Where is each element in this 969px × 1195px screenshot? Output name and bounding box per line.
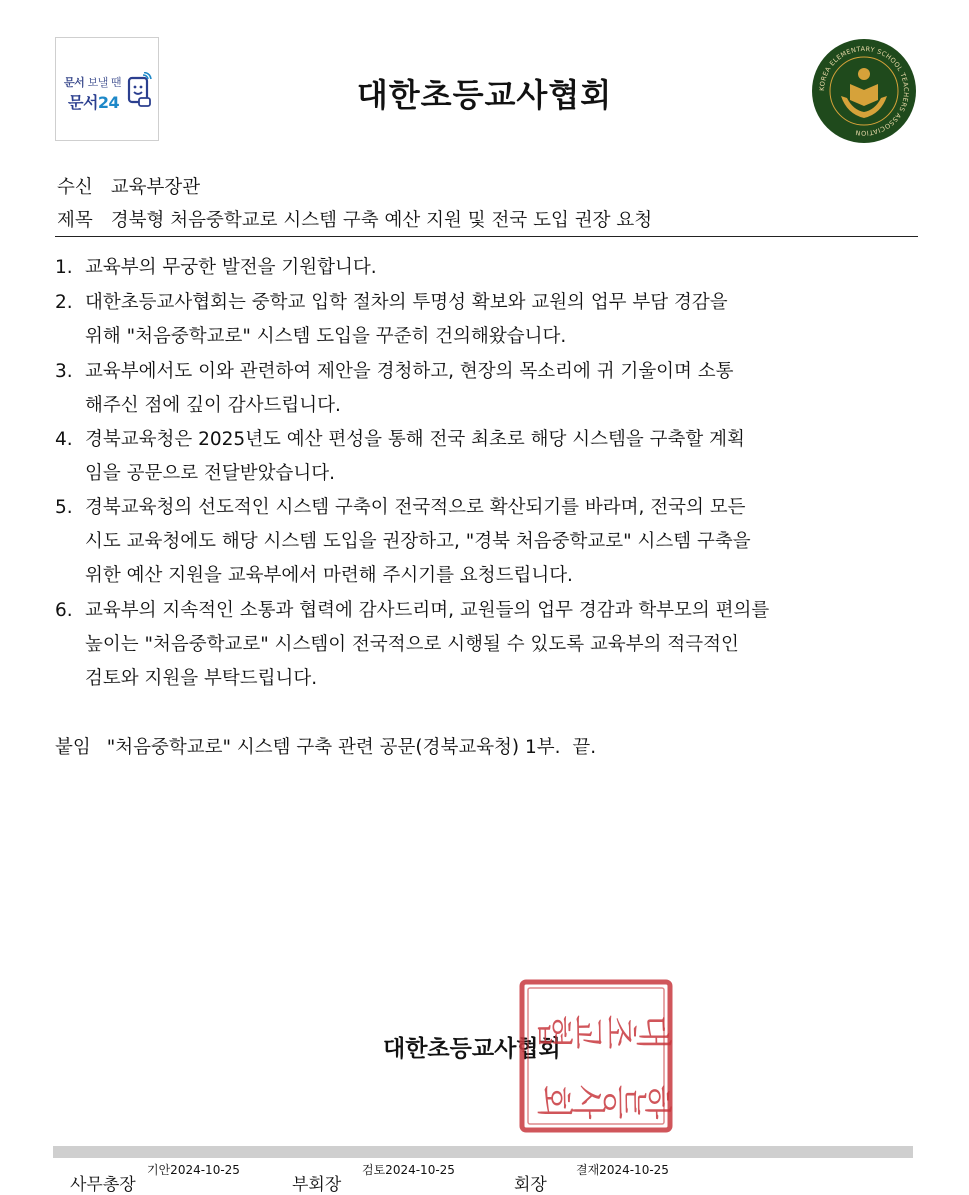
- official-seal-stamp: [518, 978, 674, 1134]
- recipient-value: 교육부장관: [110, 177, 201, 198]
- attachment-row: [55, 733, 596, 759]
- paragraph-text: 교육부의 무궁한 발전을 기원합니다.: [85, 257, 377, 278]
- paragraph-text: 임을 공문으로 전달받았습니다.: [85, 463, 335, 484]
- stamp-char: 사: [566, 1084, 607, 1120]
- approval-bar: [53, 1146, 913, 1158]
- attachment-label: 붙임: [55, 737, 91, 758]
- body-paragraph-4: [55, 423, 917, 491]
- stamp-char: 협: [533, 1014, 574, 1050]
- recipient-label: 수신: [57, 177, 93, 198]
- stamp-char: 회: [533, 1084, 574, 1120]
- subject-label: 제목: [57, 210, 93, 231]
- paragraph-text: 위해 "처음중학교로" 시스템 도입을 꾸준히 건의해왔습니다.: [85, 326, 567, 347]
- stamp-char: 초: [599, 1014, 640, 1050]
- paragraph-number: 3.: [55, 361, 73, 382]
- paragraph-text: 대한초등교사협회는 중학교 입학 절차의 투명성 확보와 교원의 업무 부담 경감을: [85, 292, 728, 313]
- paragraph-text: 해주신 점에 깊이 감사드립니다.: [85, 395, 341, 416]
- document-title: 대한초등교사협회: [356, 76, 613, 114]
- paragraph-text: 교육부의 지속적인 소통과 협력에 감사드리며, 교원들의 업무 경감과 학부모의 편의를: [85, 600, 770, 621]
- paragraph-number: 4.: [55, 429, 73, 450]
- paragraph-number: 5.: [55, 497, 73, 518]
- stamp-char: 교: [566, 1014, 607, 1050]
- attachment-text: "처음중학교로" 시스템 구축 관련 공문(경북교육청) 1부.: [106, 737, 561, 758]
- role-secretary-general: 사무총장: [70, 1175, 136, 1195]
- body-paragraph-1: [55, 251, 917, 285]
- stamp-char: 등: [599, 1084, 640, 1120]
- body-paragraph-3: [55, 355, 917, 423]
- paragraph-text: 검토와 지원을 부탁드립니다.: [85, 668, 318, 689]
- paragraph-number: 1.: [55, 257, 73, 278]
- draft-date: 기안2024-10-25: [147, 1163, 240, 1177]
- logo-small-text: 문서: [64, 76, 85, 89]
- paragraph-text: 경북교육청은 2025년도 예산 편성을 통해 전국 최초로 해당 시스템을 구축할 계획: [85, 429, 745, 450]
- paragraph-number: 6.: [55, 600, 73, 621]
- header-divider: [55, 236, 918, 237]
- logo-main-text: 문서: [68, 93, 98, 112]
- body-paragraph-6: [55, 594, 917, 696]
- recipient-row: [57, 173, 200, 199]
- logo-number-text: 24: [97, 93, 120, 112]
- subject-row: [57, 206, 652, 232]
- subject-value: 경북형 처음중학교로 시스템 구축 예산 지원 및 전국 도입 권장 요청: [110, 210, 653, 231]
- paragraph-text: 경북교육청의 선도적인 시스템 구축이 전국적으로 확산되기를 바라며, 전국의 모든: [85, 497, 746, 518]
- paragraph-text: 높이는 "처음중학교로" 시스템이 전국적으로 시행될 수 있도록 교육부의 적극적인: [85, 634, 739, 655]
- final-approval-date: 결재2024-10-25: [576, 1163, 669, 1177]
- body-paragraph-2: [55, 286, 917, 354]
- role-president: 회장: [514, 1175, 547, 1195]
- signature-org-name: 대한초등교사협회: [383, 1036, 561, 1062]
- body-paragraph-5: [55, 491, 917, 593]
- end-mark: 끝.: [572, 737, 597, 758]
- stamp-char: 대: [632, 1014, 673, 1050]
- paragraph-text: 위한 예산 지원을 교육부에서 마련해 주시기를 요청드립니다.: [85, 565, 573, 586]
- logo-small-text-2: 보낼 땐: [87, 76, 121, 89]
- emblem-ring-text: KOREA ELEMENTARY SCHOOL TEACHERS ASSOCIATION: [817, 44, 911, 138]
- stamp-char: 한: [632, 1084, 673, 1120]
- association-emblem-icon: [811, 38, 917, 144]
- role-vice-president: 부회장: [292, 1175, 342, 1195]
- review-date: 검토2024-10-25: [362, 1163, 455, 1177]
- paragraph-number: 2.: [55, 292, 73, 313]
- paragraph-text: 교육부에서도 이와 관련하여 제안을 경청하고, 현장의 목소리에 귀 기울이며 소통: [85, 361, 734, 382]
- paragraph-text: 시도 교육청에도 해당 시스템 도입을 권장하고, "경북 처음중학교로" 시스템 구축을: [85, 531, 751, 552]
